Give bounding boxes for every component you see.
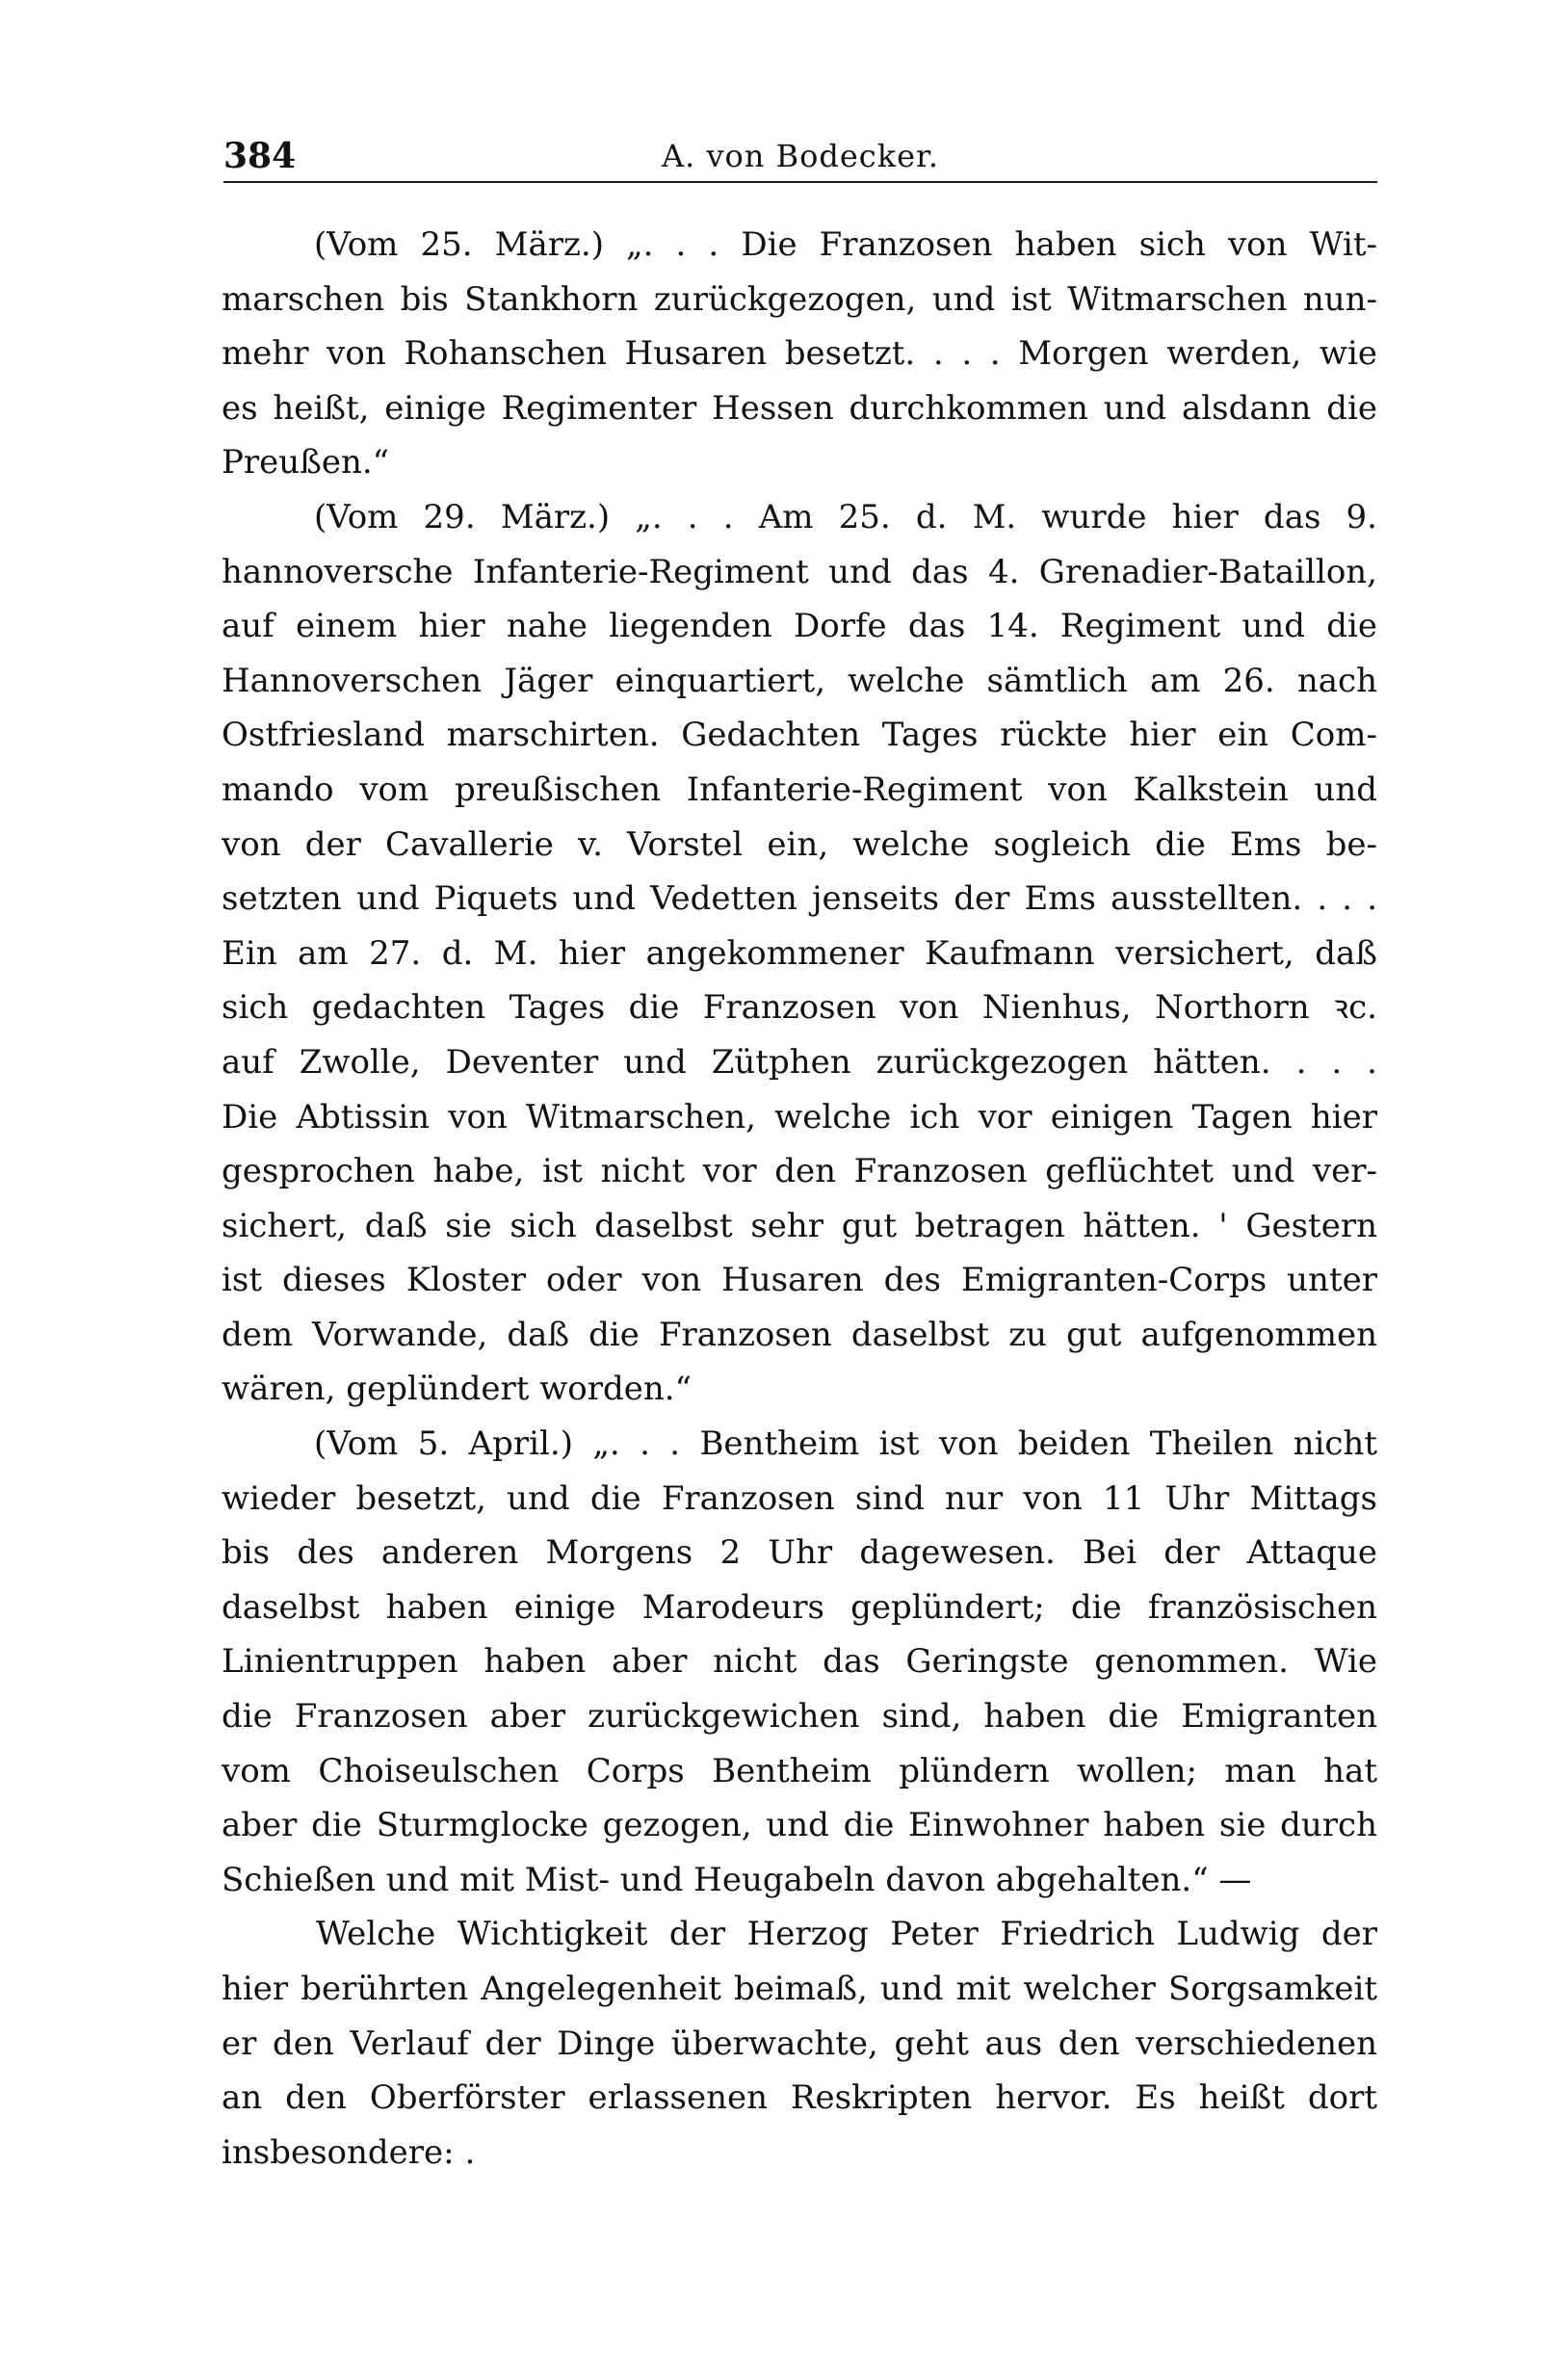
text-line: aber die Sturmglocke gezogen, und die Einwohner haben sie durch: [222, 1806, 1377, 1845]
text-line: Linientruppen haben aber nicht das Geringste genommen. Wie: [222, 1642, 1377, 1682]
text-line: mehr von Rohanschen Husaren besetzt. . . . Morgen werden, wie: [222, 334, 1377, 374]
text-line: setzten und Piquets und Vedetten jenseits der Ems ausstellten. . . .: [222, 879, 1377, 919]
text-line: gesprochen habe, ist nicht vor den Franzosen geflüchtet und ver-: [222, 1152, 1377, 1191]
page-header: [223, 135, 1377, 183]
text-line: (Vom 29. März.) „. . . Am 25. d. M. wurde hier das 9.: [314, 497, 1377, 536]
text-line: er den Verlauf der Dinge überwachte, geht aus den verschiedenen: [222, 2024, 1377, 2063]
page-number: 384: [223, 136, 297, 176]
text-line: an den Oberförster erlassenen Reskripten hervor. Es heißt dort: [222, 2078, 1377, 2118]
text-line: (Vom 5. April.) „. . . Bentheim ist von beiden Theilen nicht: [314, 1424, 1377, 1464]
text-line: marschen bis Stankhorn zurückgezogen, und ist Witmarschen nun-: [222, 279, 1377, 319]
text-line: Ein am 27. d. M. hier angekommener Kaufmann versichert, daß: [222, 933, 1377, 973]
text-line: Welche Wichtigkeit der Herzog Peter Friedrich Ludwig der: [316, 1915, 1377, 1954]
text-line: sichert, daß sie sich daselbst sehr gut betragen hätten. ' Gestern: [222, 1206, 1377, 1245]
text-line: sich gedachten Tages die Franzosen von Nienhus, Northorn ꝛc.: [222, 988, 1377, 1028]
text-line: bis des anderen Morgens 2 Uhr dagewesen. Bei der Attaque: [222, 1533, 1377, 1573]
text-line: vom Choiseulschen Corps Bentheim plündern wollen; man hat: [222, 1751, 1377, 1790]
text-line: Hannoverschen Jäger einquartiert, welche sämtlich am 26. nach: [222, 661, 1377, 700]
text-line: es heißt, einige Regimenter Hessen durchkommen und alsdann die: [222, 388, 1377, 428]
text-line: (Vom 25. März.) „. . . Die Franzosen haben sich von Wit-: [314, 225, 1377, 264]
text-line: insbesondere: .: [222, 2132, 476, 2172]
text-line: dem Vorwande, daß die Franzosen daselbst zu gut aufgenommen: [222, 1315, 1377, 1354]
text-line: daselbst haben einige Marodeurs geplündert; die französischen: [222, 1587, 1377, 1627]
text-line: wären, geplündert worden.“: [222, 1370, 692, 1409]
text-line: auf Zwolle, Deventer und Zütphen zurückgezogen hätten. . . .: [222, 1042, 1377, 1082]
body-text: [222, 218, 1377, 2180]
text-line: hier berührten Angelegenheit beimaß, und mit welcher Sorgsamkeit: [222, 1970, 1377, 2008]
text-line: die Franzosen aber zurückgewichen sind, haben die Emigranten: [222, 1697, 1377, 1737]
text-line: wieder besetzt, und die Franzosen sind nur von 11 Uhr Mittags: [222, 1478, 1377, 1518]
text-line: Schießen und mit Mist- und Heugabeln davon abgehalten.“ —: [222, 1860, 1252, 1899]
text-line: von der Cavallerie v. Vorstel ein, welche sogleich die Ems be-: [222, 824, 1377, 864]
text-line: mando vom preußischen Infanterie-Regiment von Kalkstein und: [222, 770, 1377, 809]
text-line: Preußen.“: [222, 443, 390, 483]
text-line: hannoversche Infanterie-Regiment und das 4. Grenadier-Bataillon,: [222, 552, 1377, 591]
text-line: auf einem hier nahe liegenden Dorfe das 14. Regiment und die: [222, 607, 1377, 646]
text-line: Die Abtissin von Witmarschen, welche ich vor einigen Tagen hier: [222, 1097, 1377, 1136]
text-line: ist dieses Kloster oder von Husaren des Emigranten-Corps unter: [222, 1261, 1377, 1300]
running-head: A. von Bodecker.: [662, 138, 939, 174]
text-line: Ostfriesland marschirten. Gedachten Tages rückte hier ein Com-: [222, 716, 1377, 755]
